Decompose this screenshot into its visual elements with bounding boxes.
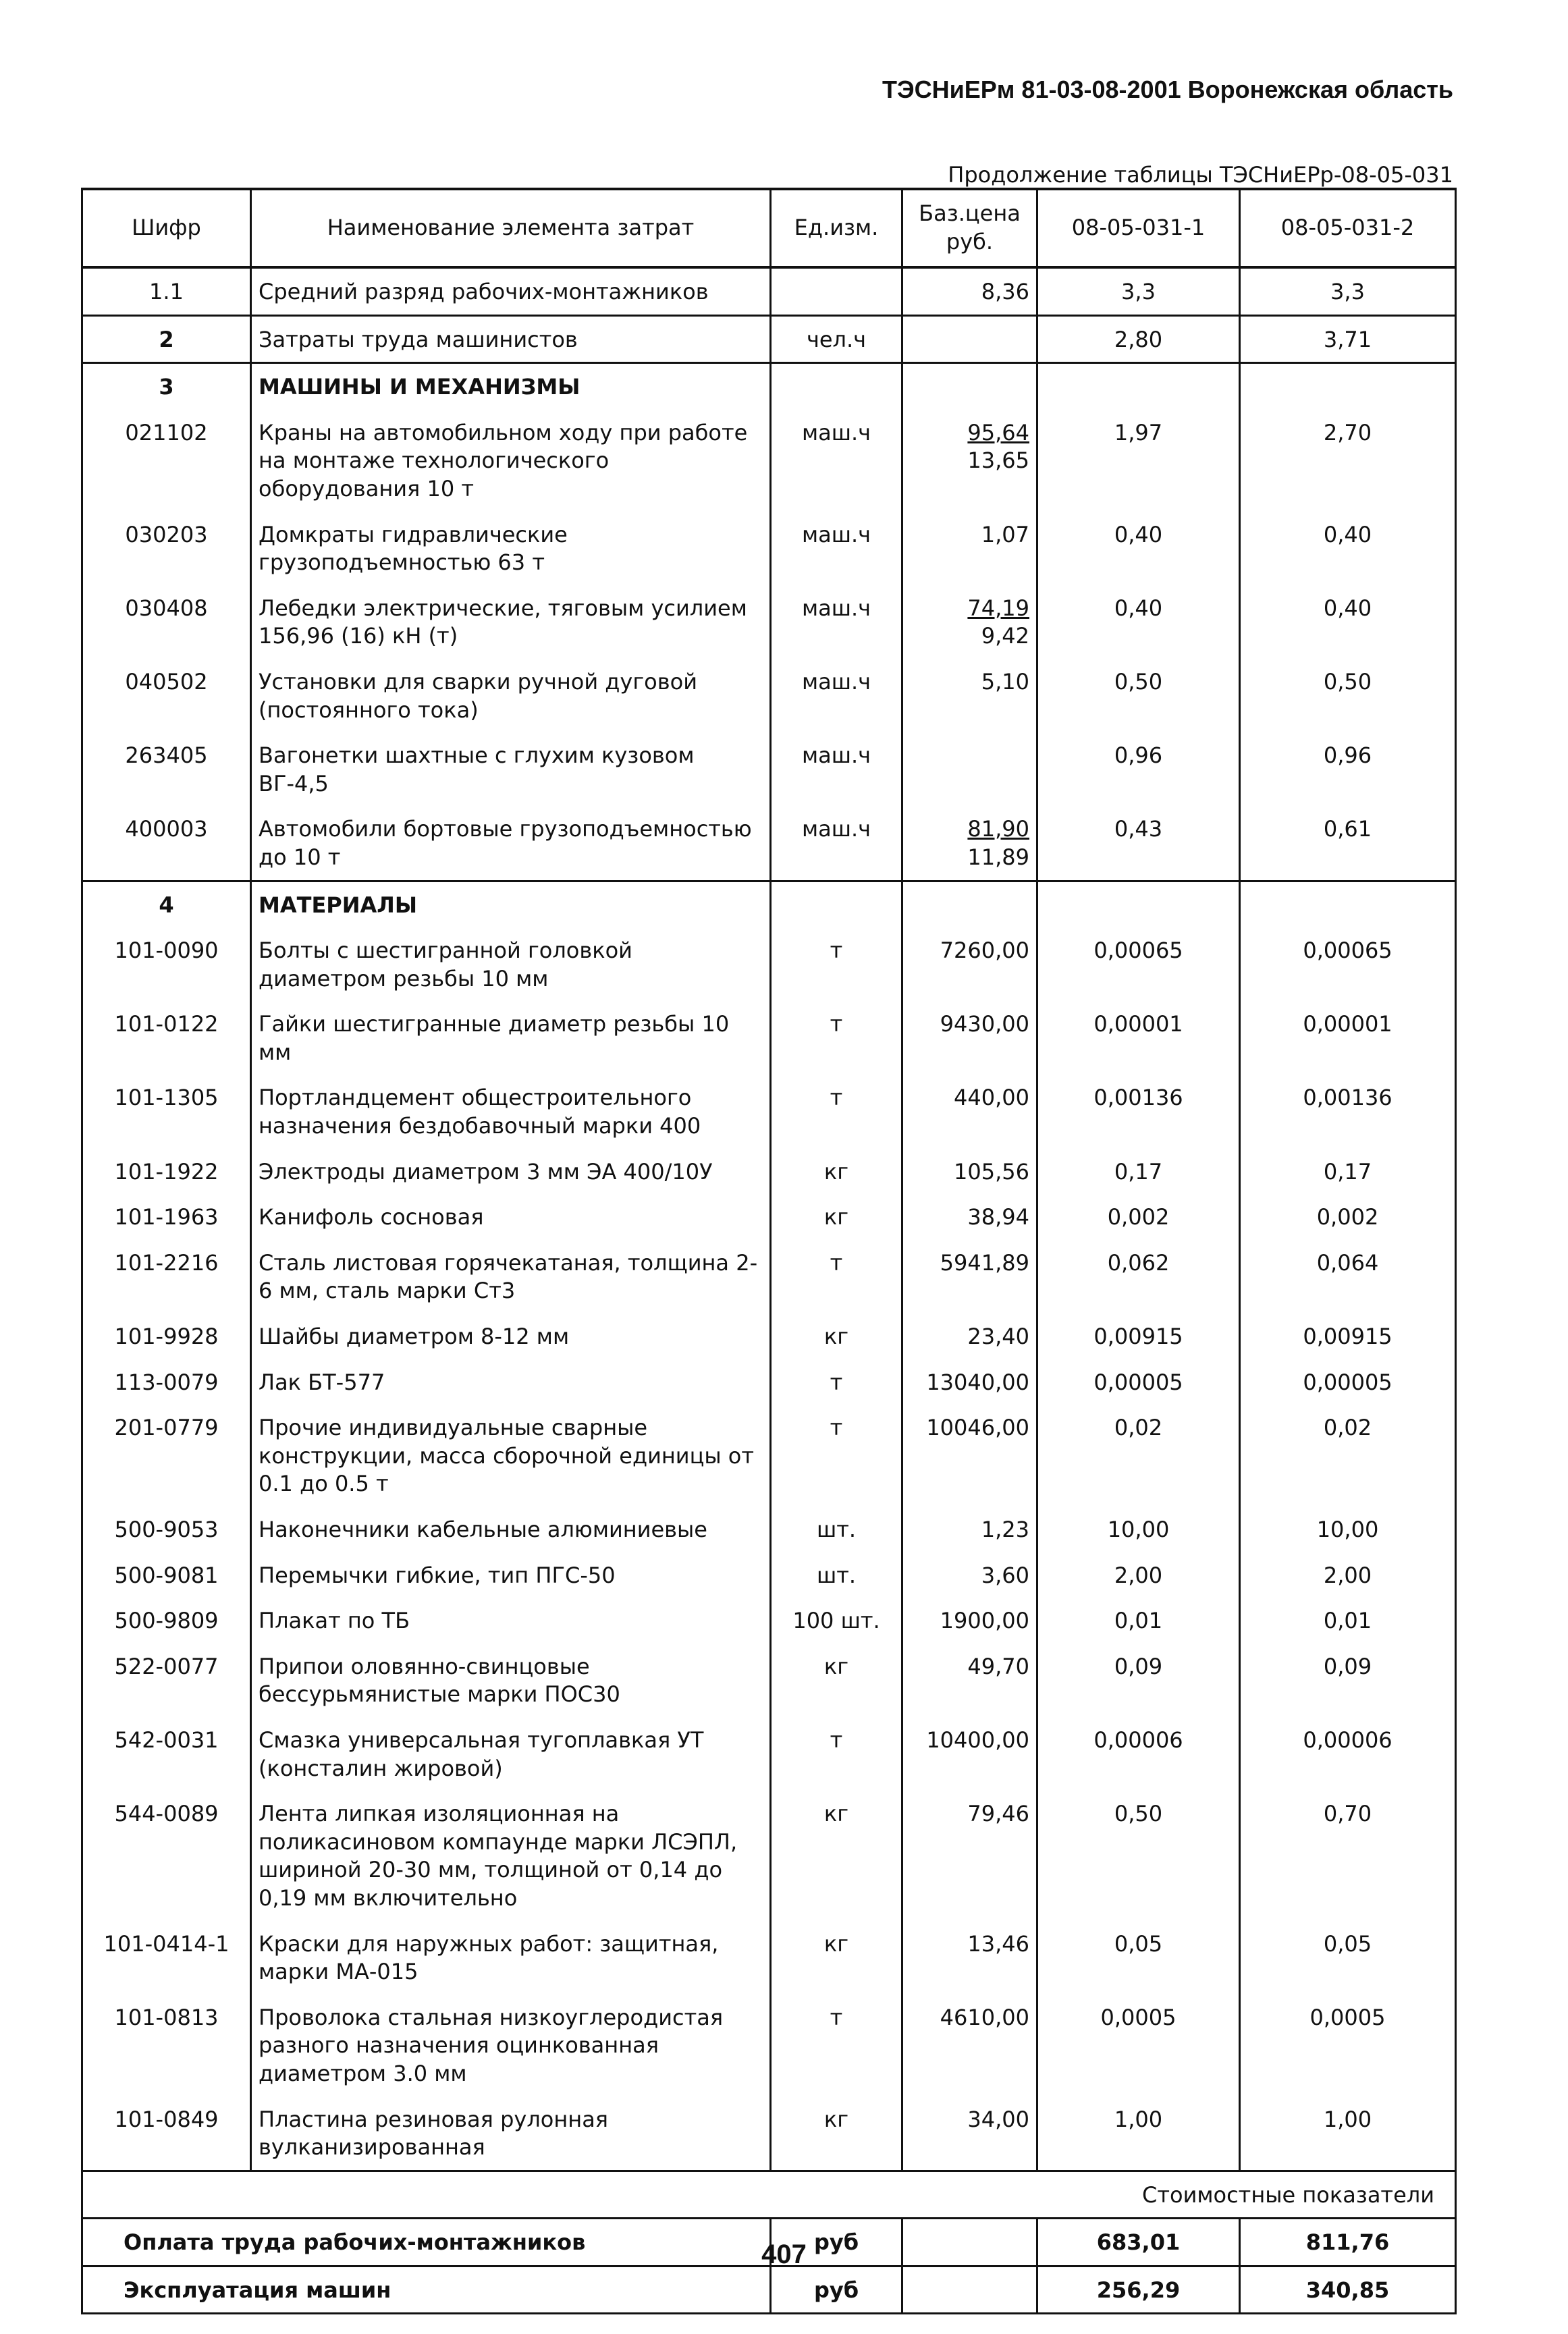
cell-name: Электроды диаметром 3 мм ЭА 400/10У <box>251 1149 771 1195</box>
price-secondary: 13,65 <box>967 447 1029 474</box>
table-header-row <box>82 189 1456 267</box>
cell-name: Пластина резиновая рулонная вулканизированная <box>251 2096 771 2171</box>
cell-name: Шайбы диаметром 8-12 мм <box>251 1313 771 1359</box>
table-row <box>82 1405 1456 1507</box>
cell-name: Установки для сварки ручной дуговой (постоянного тока) <box>251 659 771 732</box>
cell-unit: т <box>771 1405 902 1507</box>
footer-v2: 340,85 <box>1240 2266 1456 2314</box>
col-header-v2: 08-05-031-2 <box>1240 189 1456 267</box>
cell-unit: кг <box>771 2096 902 2171</box>
col-header-v1: 08-05-031-1 <box>1037 189 1240 267</box>
cell-code: 263405 <box>82 732 251 806</box>
cell-v2: 0,002 <box>1240 1194 1456 1240</box>
table-row <box>82 1240 1456 1313</box>
cell-v2: 0,40 <box>1240 512 1456 585</box>
cell-unit: т <box>771 1359 902 1405</box>
table-row <box>82 806 1456 881</box>
table-row <box>82 1313 1456 1359</box>
cell-unit: кг <box>771 1149 902 1195</box>
cell-v2: 0,50 <box>1240 659 1456 732</box>
cost-header: Стоимостные показатели <box>1037 2171 1456 2219</box>
cell-unit: т <box>771 1240 902 1313</box>
table-row <box>82 927 1456 1001</box>
cell-unit: маш.ч <box>771 410 902 512</box>
cell-unit: маш.ч <box>771 585 902 659</box>
cell-v2: 0,70 <box>1240 1791 1456 1920</box>
cell-price: 1,07 <box>902 512 1037 585</box>
cell-name: Канифоль сосновая <box>251 1194 771 1240</box>
cell-code: 1.1 <box>82 267 251 315</box>
table-row <box>82 410 1456 512</box>
cell-unit: чел.ч <box>771 315 902 363</box>
cell-v1: 0,02 <box>1037 1405 1240 1507</box>
cell-price <box>902 585 1037 659</box>
cell-name: Затраты труда машинистов <box>251 315 771 363</box>
cell-name: Смазка универсальная тугоплавкая УТ (консталин жировой) <box>251 1717 771 1791</box>
cell-name: Автомобили бортовые грузоподъемностью до 10 т <box>251 806 771 881</box>
cell-price: 8,36 <box>902 267 1037 315</box>
cell-unit <box>771 267 902 315</box>
footer-empty <box>902 2266 1037 2314</box>
cell-name: Плакат по ТБ <box>251 1598 771 1644</box>
cell-code: 101-0813 <box>82 1994 251 2096</box>
cell-v1: 0,00915 <box>1037 1313 1240 1359</box>
cell-code: 400003 <box>82 806 251 881</box>
table-row <box>82 659 1456 732</box>
cell-unit: т <box>771 1001 902 1075</box>
cell-unit: кг <box>771 1791 902 1920</box>
cell-v1: 10,00 <box>1037 1507 1240 1552</box>
cell-v1: 3,3 <box>1037 267 1240 315</box>
cell-code: 201-0779 <box>82 1405 251 1507</box>
section-row-materials <box>82 881 1456 927</box>
materials-body <box>82 927 1456 2171</box>
table-row <box>82 1359 1456 1405</box>
cell-v1: 0,0005 <box>1037 1994 1240 2096</box>
table-row <box>82 2096 1456 2171</box>
table-row <box>82 1507 1456 1552</box>
cell-unit: т <box>771 927 902 1001</box>
cell-v2: 0,0005 <box>1240 1994 1456 2096</box>
page-number: 407 <box>761 2240 807 2269</box>
cell-name: Сталь листовая горячекатаная, толщина 2-6 мм, сталь марки Ст3 <box>251 1240 771 1313</box>
cell-name: Наконечники кабельные алюминиевые <box>251 1507 771 1552</box>
cell-v1: 0,40 <box>1037 512 1240 585</box>
cell-unit: маш.ч <box>771 806 902 881</box>
cell-v1: 0,43 <box>1037 806 1240 881</box>
cell-price: 49,70 <box>902 1644 1037 1717</box>
cell-price: 79,46 <box>902 1791 1037 1920</box>
cell-v2: 0,40 <box>1240 585 1456 659</box>
cell-price: 23,40 <box>902 1313 1037 1359</box>
table-row <box>82 512 1456 585</box>
document-header: ТЭСНиЕРм 81-03-08-2001 Воронежская область <box>882 76 1453 103</box>
cell-price: 3,60 <box>902 1552 1037 1598</box>
cell-code: 030203 <box>82 512 251 585</box>
cell-code: 101-0849 <box>82 2096 251 2171</box>
cell-code: 500-9053 <box>82 1507 251 1552</box>
table-row <box>82 732 1456 806</box>
price-primary: 74,19 <box>967 595 1029 621</box>
footer-label: Эксплуатация машин <box>82 2266 771 2314</box>
cell-name: Лак БТ-577 <box>251 1359 771 1405</box>
cell-v1: 2,80 <box>1037 315 1240 363</box>
footer-v2: 811,76 <box>1240 2219 1456 2267</box>
cell-name: Домкраты гидравлические грузоподъемностью 63 т <box>251 512 771 585</box>
cell-price <box>902 315 1037 363</box>
cell-v2: 2,70 <box>1240 410 1456 512</box>
cell-code: 522-0077 <box>82 1644 251 1717</box>
cell-v1: 0,09 <box>1037 1644 1240 1717</box>
col-header-name: Наименование элемента затрат <box>251 189 771 267</box>
cell-v2: 0,09 <box>1240 1644 1456 1717</box>
cell-price: 38,94 <box>902 1194 1037 1240</box>
table-row <box>82 1598 1456 1644</box>
cell-v2: 0,01 <box>1240 1598 1456 1644</box>
price-secondary: 11,89 <box>967 844 1029 870</box>
cell-v2: 0,17 <box>1240 1149 1456 1195</box>
cell-code: 544-0089 <box>82 1791 251 1920</box>
cell-v2: 3,3 <box>1240 267 1456 315</box>
cell-v1: 0,002 <box>1037 1194 1240 1240</box>
cell-v1: 2,00 <box>1037 1552 1240 1598</box>
table-row <box>82 1921 1456 1994</box>
cell-name: Вагонетки шахтные с глухим кузовом ВГ-4,5 <box>251 732 771 806</box>
cell-price: 10400,00 <box>902 1717 1037 1791</box>
cell-v2: 0,00065 <box>1240 927 1456 1001</box>
cell-v2: 0,00136 <box>1240 1075 1456 1148</box>
cell-v1: 0,00001 <box>1037 1001 1240 1075</box>
table-row <box>82 1001 1456 1075</box>
cell-code: 101-9928 <box>82 1313 251 1359</box>
footer-v1: 683,01 <box>1037 2219 1240 2267</box>
section-title: МАТЕРИАЛЫ <box>251 881 771 927</box>
cell-v2: 3,71 <box>1240 315 1456 363</box>
col-header-unit: Ед.изм. <box>771 189 902 267</box>
cell-unit: т <box>771 1717 902 1791</box>
cell-code: 101-1305 <box>82 1075 251 1148</box>
cell-name: Гайки шестигранные диаметр резьбы 10 мм <box>251 1001 771 1075</box>
cost-header-row <box>82 2171 1456 2219</box>
footer-label: Оплата труда рабочих-монтажников <box>82 2219 771 2267</box>
cell-v1: 0,40 <box>1037 585 1240 659</box>
cell-name: Портландцемент общестроительного назначения бездобавочный марки 400 <box>251 1075 771 1148</box>
cell-price: 4610,00 <box>902 1994 1037 2096</box>
cell-price: 440,00 <box>902 1075 1037 1148</box>
footer-row <box>82 2266 1456 2314</box>
cell-price: 7260,00 <box>902 927 1037 1001</box>
cell-code: 113-0079 <box>82 1359 251 1405</box>
footer-unit: руб <box>771 2266 902 2314</box>
cell-code: 101-0122 <box>82 1001 251 1075</box>
cell-v1: 0,05 <box>1037 1921 1240 1994</box>
cell-price: 5941,89 <box>902 1240 1037 1313</box>
cell-unit: шт. <box>771 1552 902 1598</box>
cell-name: Краски для наружных работ: защитная, марки МА-015 <box>251 1921 771 1994</box>
footer-v1: 256,29 <box>1037 2266 1240 2314</box>
cell-code: 500-9809 <box>82 1598 251 1644</box>
cell-name: Прочие индивидуальные сварные конструкции, масса сборочной единицы от 0.1 до 0.5 т <box>251 1405 771 1507</box>
cell-v2: 0,00915 <box>1240 1313 1456 1359</box>
cell-name: Краны на автомобильном ходу при работе на монтаже технологического оборудования 10 т <box>251 410 771 512</box>
table-row <box>82 1644 1456 1717</box>
cell-v2: 0,00001 <box>1240 1001 1456 1075</box>
cell-unit: кг <box>771 1194 902 1240</box>
cell-price: 10046,00 <box>902 1405 1037 1507</box>
section-row-machines <box>82 363 1456 410</box>
section-code: 3 <box>82 363 251 410</box>
cell-code: 500-9081 <box>82 1552 251 1598</box>
cell-code: 101-1922 <box>82 1149 251 1195</box>
cell-v1: 0,062 <box>1037 1240 1240 1313</box>
cell-unit: маш.ч <box>771 659 902 732</box>
cell-price: 13040,00 <box>902 1359 1037 1405</box>
table-row <box>82 1075 1456 1148</box>
col-header-code: Шифр <box>82 189 251 267</box>
cell-unit: кг <box>771 1921 902 1994</box>
cell-price <box>902 410 1037 512</box>
cell-code: 2 <box>82 315 251 363</box>
cell-code: 030408 <box>82 585 251 659</box>
cell-v1: 1,97 <box>1037 410 1240 512</box>
cell-v2: 1,00 <box>1240 2096 1456 2171</box>
cell-v1: 0,17 <box>1037 1149 1240 1195</box>
cell-v1: 1,00 <box>1037 2096 1240 2171</box>
cell-v1: 0,50 <box>1037 1791 1240 1920</box>
cell-unit: кг <box>771 1644 902 1717</box>
continuation-note: Продолжение таблицы ТЭСНиЕРр-08-05-031 <box>948 162 1453 188</box>
cell-name: Средний разряд рабочих-монтажников <box>251 267 771 315</box>
cell-v2: 0,02 <box>1240 1405 1456 1507</box>
table-row <box>82 1149 1456 1195</box>
cell-v1: 0,00005 <box>1037 1359 1240 1405</box>
cell-v2: 2,00 <box>1240 1552 1456 1598</box>
cell-code: 542-0031 <box>82 1717 251 1791</box>
estimate-table <box>81 188 1457 2314</box>
cell-v1: 0,00136 <box>1037 1075 1240 1148</box>
cell-v2: 0,96 <box>1240 732 1456 806</box>
cell-unit: т <box>771 1994 902 2096</box>
cell-code: 101-0090 <box>82 927 251 1001</box>
cell-v2: 0,00006 <box>1240 1717 1456 1791</box>
cell-price <box>902 806 1037 881</box>
cell-code: 021102 <box>82 410 251 512</box>
table-row <box>82 1994 1456 2096</box>
section-code: 4 <box>82 881 251 927</box>
cell-unit: т <box>771 1075 902 1148</box>
cell-price: 105,56 <box>902 1149 1037 1195</box>
table-row <box>82 1717 1456 1791</box>
cell-code: 101-2216 <box>82 1240 251 1313</box>
cell-price: 9430,00 <box>902 1001 1037 1075</box>
cell-unit: маш.ч <box>771 732 902 806</box>
table-row <box>82 315 1456 363</box>
cell-v2: 0,064 <box>1240 1240 1456 1313</box>
table-row <box>82 1552 1456 1598</box>
cell-price: 1,23 <box>902 1507 1037 1552</box>
section-title: МАШИНЫ И МЕХАНИЗМЫ <box>251 363 771 410</box>
cell-v2: 0,05 <box>1240 1921 1456 1994</box>
cell-price: 1900,00 <box>902 1598 1037 1644</box>
table-body <box>82 267 1456 410</box>
cell-v1: 0,50 <box>1037 659 1240 732</box>
col-header-price: Баз.цена руб. <box>902 189 1037 267</box>
cell-price <box>902 732 1037 806</box>
cell-unit: 100 шт. <box>771 1598 902 1644</box>
cell-v1: 0,01 <box>1037 1598 1240 1644</box>
cell-code: 040502 <box>82 659 251 732</box>
cell-name: Проволока стальная низкоуглеродистая разного назначения оцинкованная диаметром 3.0 мм <box>251 1994 771 2096</box>
table-row <box>82 1791 1456 1920</box>
cell-v1: 0,96 <box>1037 732 1240 806</box>
cell-price: 13,46 <box>902 1921 1037 1994</box>
cell-unit: кг <box>771 1313 902 1359</box>
cell-price: 5,10 <box>902 659 1037 732</box>
cell-unit: шт. <box>771 1507 902 1552</box>
footer-unit: руб <box>771 2219 902 2267</box>
table-row <box>82 585 1456 659</box>
cell-name: Лебедки электрические, тяговым усилием 156,96 (16) кН (т) <box>251 585 771 659</box>
cost-section <box>82 2171 1456 2219</box>
cell-name: Перемычки гибкие, тип ПГС-50 <box>251 1552 771 1598</box>
price-secondary: 9,42 <box>981 623 1029 649</box>
cell-v1: 0,00006 <box>1037 1717 1240 1791</box>
machines-body <box>82 410 1456 881</box>
cell-price: 34,00 <box>902 2096 1037 2171</box>
price-primary: 81,90 <box>967 816 1029 842</box>
table-row <box>82 1194 1456 1240</box>
price-primary: 95,64 <box>967 419 1029 445</box>
cell-unit: маш.ч <box>771 512 902 585</box>
cell-code: 101-0414-1 <box>82 1921 251 1994</box>
cell-v2: 0,61 <box>1240 806 1456 881</box>
materials-section <box>82 881 1456 927</box>
cell-v2: 10,00 <box>1240 1507 1456 1552</box>
cell-name: Припои оловянно-свинцовые бессурьмянистые марки ПОС30 <box>251 1644 771 1717</box>
cell-v2: 0,00005 <box>1240 1359 1456 1405</box>
cell-v1: 0,00065 <box>1037 927 1240 1001</box>
cell-name: Болты с шестигранной головкой диаметром резьбы 10 мм <box>251 927 771 1001</box>
cell-name: Лента липкая изоляционная на поликасиновом компаунде марки ЛСЭПЛ, шириной 20-30 мм, толщиной от 0,14 до 0,19 мм включительно <box>251 1791 771 1920</box>
table-row <box>82 267 1456 315</box>
cell-code: 101-1963 <box>82 1194 251 1240</box>
